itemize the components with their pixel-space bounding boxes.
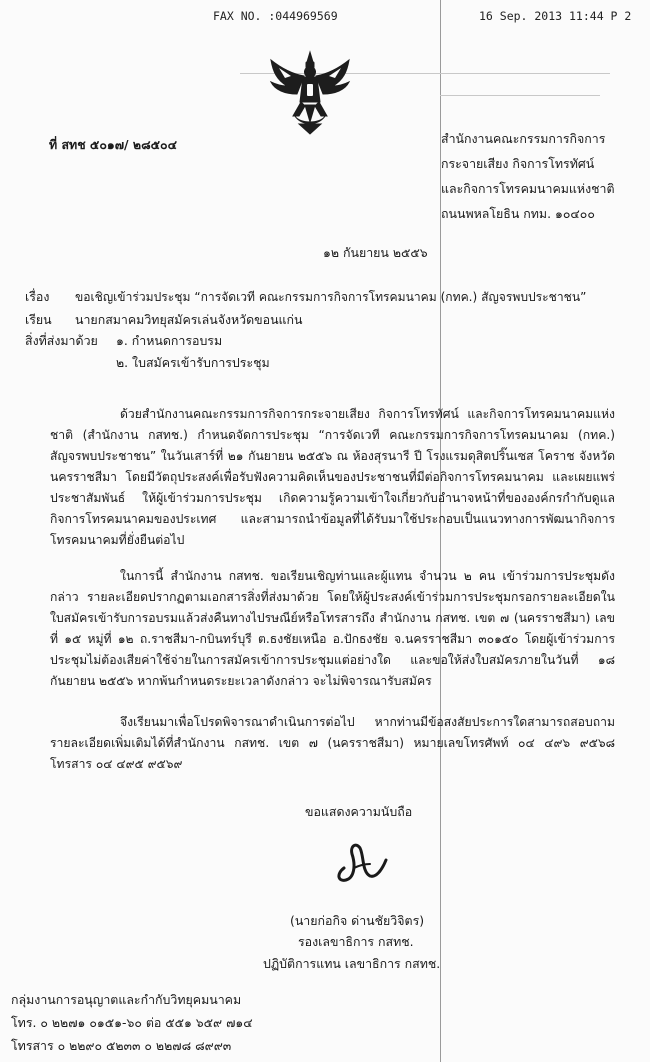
enclosure-item: ๑. กำหนดการอบรม — [116, 333, 223, 348]
subject-label: เรื่อง — [25, 289, 50, 304]
fax-datetime: 16 Sep. 2013 11:44 P 2 — [479, 9, 632, 23]
fax-faint-line — [440, 95, 600, 96]
signatory-acting-position: ปฏิบัติการแทน เลขาธิการ กสทช. — [263, 956, 441, 971]
footer-phone: โทร. ๐ ๒๒๗๑ ๐๑๕๑-๖๐ ต่อ ๕๕๑ ๖๕๙ ๗๑๔ — [11, 1015, 253, 1030]
body-paragraph: จึงเรียนมาเพื่อโปรดพิจารณาดำเนินการต่อไป หากท่านมีข้อสงสัยประการใดสามารถสอบถามรายละเอียดเพิ่มเติมได้ที่สำนักงาน กสทช. เขต ๗ (นครราชสีมา) หมายเลขโทรศัพท์ ๐๔ ๔๙๖ ๙๕๖๘ โทรสาร ๐๔ ๔๙๕ ๙๕๖๙ — [50, 715, 615, 771]
footer-department: กลุ่มงานการอนุญาตและกำกับวิทยุคมนาคม — [11, 992, 242, 1007]
body-paragraph: ด้วยสำนักงานคณะกรรมการกิจการกระจายเสียง กิจการโทรทัศน์ และกิจการโทรคมนาคมแห่งชาติ (สำนักงาน กสทช.) กำหนดจัดการประชุม “การจัดเวที คณะกรรมการกิจการโทรคมนาคม (กทค.) สัญจรพบประชาชน” ในวันเสาร์ที่ ๒๑ กันยายน ๒๕๕๖ ณ ห้องสุรนารี ปี โรงแรมดุสิตปริ๊นเซส โคราช จังหวัดนครราชสีมา โดยมีวัตถุประสงค์เพื่อรับฟังความคิดเห็นของประชาชนที่มีต่อกิจการโทรคมนาคม และเผยแพร่ประชาสัมพันธ์ ให้ผู้เข้าร่วมการประชุม เกิดความรู้ความเข้าใจเกี่ยวกับอำนาจหน้าที่ขององค์กรกำกับดูแลกิจการโทรคมนาคมของประเทศ และสามารถนำข้อมูลที่ได้รับมาใช้ประกอบเป็นแนวทางการพัฒนากิจการโทรคมนาคมที่ยั่งยืนต่อไป — [50, 407, 615, 547]
sender-address-line: กระจายเสียง กิจการโทรทัศน์ — [441, 156, 595, 171]
fax-number: FAX NO. :044969569 — [213, 9, 338, 23]
document-date: ๑๒ กันยายน ๒๕๕๖ — [323, 245, 428, 260]
signatory-position: รองเลขาธิการ กสทช. — [298, 934, 414, 949]
recipient-label: เรียน — [25, 312, 52, 327]
document-number: ที่ สทช ๕๐๑๗/ ๒๘๕๐๔ — [49, 137, 177, 152]
sender-address-line: ถนนพหลโยธิน กทม. ๑๐๔๐๐ — [441, 206, 595, 221]
handwritten-signature — [330, 838, 390, 886]
footer-fax: โทรสาร ๐ ๒๒๙๐ ๕๒๓๓ ๐ ๒๒๗๘ ๘๙๙๓ — [11, 1038, 232, 1053]
garuda-emblem-icon — [265, 50, 355, 136]
sender-address-line: และกิจการโทรคมนาคมแห่งชาติ — [441, 181, 615, 196]
sender-address-line: สำนักงานคณะกรรมการกิจการ — [441, 131, 606, 146]
signatory-name: (นายก่อกิจ ด่านชัยวิจิตร) — [290, 913, 425, 928]
body-paragraph: ในการนี้ สำนักงาน กสทช. ขอเรียนเชิญท่านและผู้แทน จำนวน ๒ คน เข้าร่วมการประชุมดังกล่าว รายละเอียดปรากฏตามเอกสารสิ่งที่ส่งมาด้วย โดยให้ผู้ประสงค์เข้าร่วมการประชุมกรอกรายละเอียดในใบสมัครเข้ารับการอบรมแล้วส่งคืนทางไปรษณีย์หรือโทรสารถึง สำนักงาน กสทช. เขต ๗ (นครราชสีมา) เลขที่ ๑๕ หมู่ที่ ๑๒ ถ.ราชสีมา-กบินทร์บุรี ต.ธงชัยเหนือ อ.ปักธงชัย จ.นครราชสีมา ๓๐๑๕๐ โดยผู้เข้าร่วมการประชุมไม่ต้องเสียค่าใช้จ่ายในการสมัครเข้าการประชุมแต่อย่างใด และขอให้ส่งใบสมัครภายในวันที่ ๑๘ กันยายน ๒๕๕๖ หากพ้นกำหนดระยะเวลาดังกล่าว จะไม่พิจารณารับสมัคร — [50, 569, 615, 688]
enclosures-label: สิ่งที่ส่งมาด้วย — [25, 333, 98, 348]
closing-phrase: ขอแสดงความนับถือ — [305, 804, 413, 819]
recipient-text: นายกสมาคมวิทยุสมัครเล่นจังหวัดขอนแก่น — [75, 312, 303, 327]
subject-text: ขอเชิญเข้าร่วมประชุม “การจัดเวที คณะกรรมการกิจการโทรคมนาคม (กทค.) สัญจรพบประชาชน” — [75, 290, 587, 304]
enclosure-item: ๒. ใบสมัครเข้ารับการประชุม — [116, 355, 270, 370]
